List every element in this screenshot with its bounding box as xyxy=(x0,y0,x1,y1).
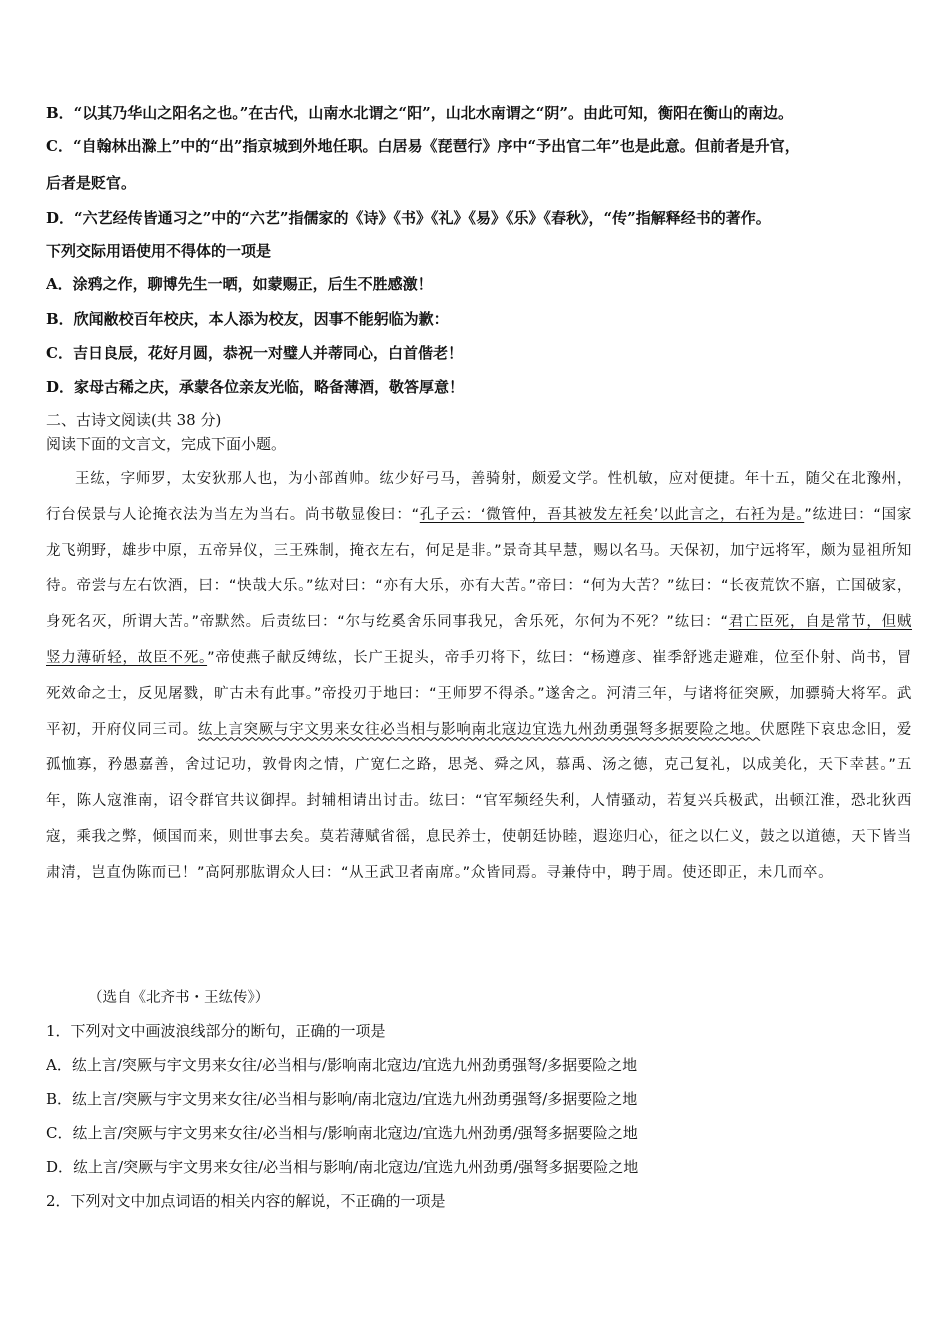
section-heading: 二、古诗文阅读(共 38 分) xyxy=(46,411,222,429)
passage-segment: 王纮，字师罗，太安狄那人也，为小部酋帅。纮少好弓马，善骑射，颇爱文学。性机敏，应对便捷。年十五，随父在北豫州，行台侯景与人论掩衣法为当左为当右。尚书敬显俊曰：“ xyxy=(46,471,912,523)
q1-option-c: C．纮上言/突厥与宇文男来女往/必当相与/影响南北寇边/宜选九州劲勇/强弩多据要险之地 xyxy=(46,1124,638,1142)
underlined-sentence-1: 孔子云：‘微管仲，吾其被发左衽矣’以此言之，右衽为是。 xyxy=(419,506,805,523)
prev-option-d: D．“六艺经传皆通习之”中的“六艺”指儒家的《诗》《书》《礼》《易》《乐》《春秋》，“传”指解释经书的著作。 xyxy=(46,209,771,227)
q1-option-a: A．纮上言/突厥与宇文男来女往/必当相与/影响南北寇边/宜选九州劲勇强弩/多据要险之地 xyxy=(46,1056,638,1074)
passage-segment: ”帝使燕子献反缚纮，长广王捉头，帝手刃将下，纮曰：“杨遵彦、崔季舒逃走避难，位至仆射、尚书，冒死效命之士，反见屠戮，旷古未有此事。”帝投刃于地曰：“王师罗不得杀。”遂舍之。河清三年，与诸将征突厥，加骠骑大将军。武平初，开府仪同三司。 xyxy=(46,649,912,738)
q1-stem: 1．下列对文中画波浪线部分的断句，正确的一项是 xyxy=(46,1022,386,1040)
etiquette-option-a: A．涂鸦之作，聊博先生一晒，如蒙赐正，后生不胜感激！ xyxy=(46,275,433,293)
etiquette-question-stem: 下列交际用语使用不得体的一项是 xyxy=(46,242,272,260)
q2-stem: 2．下列对文中加点词语的相关内容的解说，不正确的一项是 xyxy=(46,1192,446,1210)
passage-source: （选自《北齐书・王纮传》） xyxy=(88,990,270,1006)
etiquette-option-b: B．欣闻敝校百年校庆，本人添为校友，因事不能躬临为歉： xyxy=(46,310,449,328)
passage-segment: 伏愿陛下哀忠念旧，爱孤恤寡，矜愚嘉善，舍过记功，敦骨肉之情，广宽仁之路，思尧、舜之风，慕禹、汤之德，克己复礼，以成美化，天下幸甚。”五年，陈人寇淮南，诏令群官共议御捍。封辅相请出讨击。纮曰：“官军频经失利，人情骚动，若复兴兵极武，出顿江淮，恐北狄西寇，乘我之弊，倾国而来，则世事去矣。莫若薄赋省徭，息民养士，使朝廷协睦，遐迩归心，征之以仁义，鼓之以道德，天下皆当肃清，岂直伪陈而已！”高阿那肱谓众人曰：“从王武卫者南席。”众皆同焉。寻兼侍中，聘于周。使还即正，未几而卒。 xyxy=(46,721,913,881)
section-instruction: 阅读下面的文言文，完成下面小题。 xyxy=(46,435,287,453)
classical-passage xyxy=(46,462,912,892)
q1-option-d: D．纮上言/突厥与宇文男来女往/必当相与影响/南北寇边/宜选九州劲勇/强弩多据要险之地 xyxy=(46,1158,639,1176)
prev-option-b: B．“以其乃华山之阳名之也。”在古代，山南水北谓之“阳”，山北水南谓之“阴”。由此可知，衡阳在衡山的南边。 xyxy=(46,104,793,122)
wavy-underlined-sentence: 纮上言突厥与宇文男来女往必当相与影响南北寇边宜选九州劲勇强弩多据要险之地。 xyxy=(197,721,761,738)
passage-segment: ”纮进曰：“国家龙飞朔野，雄步中原，五帝异仪，三王殊制，掩衣左右，何足是非。”景奇其早慧，赐以名马。天保初，加宁远将军，颇为显祖所知待。帝尝与左右饮酒，曰：“快哉大乐。”纮对曰：“亦有大乐，亦有大苦。”帝曰：“何为大苦？”纮曰：“长夜荒饮不寤，亡国破家，身死名灭，所谓大苦。”帝默然。后责纮曰：“尔与纥奚舍乐同事我兄，舍乐死，尔何为不死？”纮曰：“ xyxy=(46,506,913,631)
prev-option-c: C．“自翰林出滁上”中的“出”指京城到外地任职。白居易《琵琶行》序中“予出官二年”也是此意。但前者是升官， xyxy=(46,137,800,155)
etiquette-option-c: C．吉日良辰，花好月圆，恭祝一对璧人并蒂同心，白首偕老！ xyxy=(46,344,463,362)
q1-option-b: B．纮上言/突厥与宇文男来女往/必当相与影响/南北寇边/宜选九州劲勇强弩/多据要险之地 xyxy=(46,1090,638,1108)
underlined-sentence-2: 君亡臣死，自是常节，但贼竖力薄斫轻，故臣不死。 xyxy=(46,614,913,666)
prev-option-c-continued: 后者是贬官。 xyxy=(46,174,137,192)
etiquette-option-d: D．家母古稀之庆，承蒙各位亲友光临，略备薄酒，敬答厚意！ xyxy=(46,378,465,396)
